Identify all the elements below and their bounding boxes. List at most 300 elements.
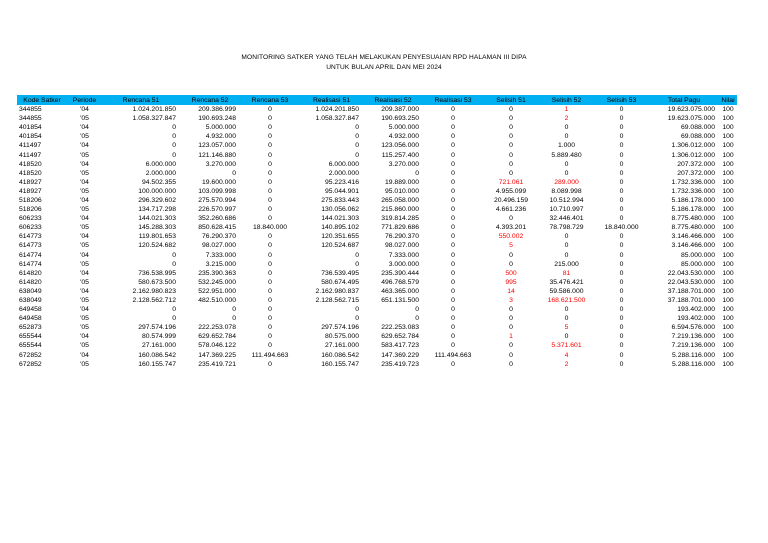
table-cell: 0 (509, 151, 513, 159)
table-cell: 0 (451, 115, 455, 123)
table-cell: 95.044.901 (324, 187, 359, 195)
table-cell: 85.000.000 (680, 251, 715, 259)
table-cell: 0 (564, 124, 569, 132)
table-cell: 606233 (19, 215, 42, 223)
table-cell: 606233 (19, 224, 42, 232)
table-cell: 3.146.466.000 (671, 233, 715, 241)
table-cell: 0 (509, 315, 513, 323)
table-cell: 0 (268, 242, 272, 250)
table-row (17, 105, 737, 114)
table-cell: 614820 (19, 278, 42, 286)
table-cell: 0 (451, 260, 455, 268)
table-cell: 76.290.370 (384, 233, 419, 241)
table-cell: 4.932.000 (205, 133, 236, 141)
table-row (17, 287, 737, 296)
table-cell: 0 (451, 133, 455, 141)
table-cell: 235.419.723 (381, 360, 419, 368)
table-cell: 0 (268, 215, 272, 223)
table-cell: 518206 (19, 206, 42, 214)
table-cell: 850.628.415 (198, 224, 236, 232)
table-cell: 0 (268, 151, 272, 159)
table-cell: 0 (355, 260, 359, 268)
table-cell: 123.057.000 (198, 142, 236, 150)
table-cell: 0 (268, 333, 272, 341)
table-cell: 0 (268, 133, 272, 141)
table-cell: 7.219.136.000 (671, 333, 715, 341)
table-cell: '04 (80, 306, 89, 314)
table-cell: 100 (722, 151, 734, 159)
table-cell: 482.510.000 (198, 297, 236, 305)
table-cell: 144.021.303 (138, 215, 176, 223)
table-cell: 100 (722, 342, 734, 350)
table-cell: 0 (509, 260, 513, 268)
table-cell: 0 (451, 315, 455, 323)
table-cell: 193.402.000 (677, 315, 715, 323)
table-cell: 5.186.178.000 (671, 196, 715, 204)
table-cell: 4 (564, 351, 569, 359)
table-cell: 655544 (19, 342, 42, 350)
table-cell: 1 (509, 333, 513, 341)
table-row (17, 260, 737, 269)
table-cell: 100 (722, 324, 734, 332)
table-cell: '05 (80, 278, 89, 286)
table-row (17, 178, 737, 187)
table-cell: 147.369.229 (381, 351, 419, 359)
table-cell: 100 (722, 306, 734, 314)
table-cell: 0 (619, 269, 624, 277)
table-cell: 614773 (19, 233, 42, 241)
table-cell: 0 (451, 333, 455, 341)
table-cell: 1.306.012.000 (671, 142, 715, 150)
table-cell: 418520 (19, 160, 42, 168)
table-cell: 297.574.196 (321, 324, 359, 332)
table-cell: 190.693.250 (381, 115, 419, 123)
table-cell: 0 (564, 133, 569, 141)
table-cell: 289.000 (554, 178, 579, 186)
table-cell: 8.089.998 (551, 187, 582, 195)
table-cell: 518206 (19, 196, 42, 204)
table-row (17, 278, 737, 287)
table-cell: 100 (722, 351, 734, 359)
table-cell: '05 (80, 133, 89, 141)
column-header: Total Pagu (649, 95, 719, 105)
table-cell: 100 (722, 169, 734, 177)
table-row (17, 232, 737, 241)
table-cell: 672852 (19, 351, 42, 359)
table-cell: '04 (80, 142, 89, 150)
table-cell: 0 (268, 342, 272, 350)
table-cell: 0 (619, 287, 624, 295)
table-cell: 0 (509, 124, 513, 132)
column-header: Periode (67, 95, 102, 105)
table-cell: 0 (268, 360, 272, 368)
table-cell: 0 (619, 351, 624, 359)
table-row (17, 341, 737, 350)
table-cell: 7.333.000 (205, 251, 236, 259)
table-row (17, 132, 737, 141)
table-cell: 0 (451, 206, 455, 214)
table-cell: '04 (80, 178, 89, 186)
table-cell: 0 (451, 169, 455, 177)
table-cell: 5.288.116.000 (672, 351, 715, 359)
table-cell: 35.476.421 (549, 278, 584, 286)
table-cell: 20.496.159 (493, 196, 529, 204)
table-cell: 100 (722, 106, 734, 114)
table-cell: 500 (505, 269, 517, 277)
table-cell: 121.146.880 (198, 151, 236, 159)
table-cell: 0 (509, 215, 513, 223)
table-cell: 771.829.686 (381, 224, 419, 232)
table-cell: 0 (355, 306, 359, 314)
table-cell: 0 (268, 160, 272, 168)
table-cell: 19.600.000 (201, 178, 236, 186)
table-cell: 100 (722, 115, 734, 123)
table-cell: 10.512.994 (549, 196, 584, 204)
table-cell: 0 (619, 178, 624, 186)
table-cell: 0 (619, 342, 624, 350)
table-cell: 4.393.201 (495, 224, 527, 232)
table-cell: 0 (172, 251, 176, 259)
table-cell: 18.840.000 (604, 224, 639, 232)
table-cell: 0 (509, 169, 513, 177)
table-row (17, 351, 737, 360)
table-cell: 344855 (19, 106, 42, 114)
table-cell: 0 (619, 242, 624, 250)
column-header: Selisih 52 (539, 95, 594, 105)
table-cell: 0 (451, 142, 455, 150)
column-header: Nilai (719, 95, 737, 105)
table-cell: 0 (509, 106, 513, 114)
table-cell: 0 (451, 215, 455, 223)
table-cell: 0 (619, 124, 624, 132)
table-cell: 0 (268, 115, 272, 123)
table-cell: 0 (172, 124, 176, 132)
table-cell: '05 (80, 187, 89, 195)
table-cell: 0 (451, 242, 455, 250)
table-cell: 100 (722, 178, 734, 186)
table-row (17, 205, 737, 214)
table-cell: 22.043.530.000 (667, 278, 715, 286)
table-cell: 111.494.663 (251, 351, 289, 359)
table-cell: 0 (451, 287, 455, 295)
column-header: Realisasi 51 (300, 95, 363, 105)
table-cell: 7.219.136.000 (671, 342, 715, 350)
table-cell: 614773 (19, 242, 42, 250)
table-cell: 0 (619, 297, 624, 305)
table-cell: 3 (509, 297, 513, 305)
table-cell: 100.000.000 (138, 187, 176, 195)
table-cell: 0 (232, 306, 236, 314)
table-cell: 100 (722, 160, 734, 168)
table-cell: 100 (722, 269, 734, 277)
table-cell: 190.693.248 (198, 115, 236, 123)
report-title: MONITORING SATKER YANG TELAH MELAKUKAN PENYESUAIAN RPD HALAMAN III DIPA (241, 54, 527, 61)
table-cell: 0 (451, 360, 455, 368)
table-cell: 100 (722, 287, 734, 295)
table-cell: 140.895.102 (321, 224, 359, 232)
table-cell: 578.046.122 (198, 342, 236, 350)
table-cell: '05 (80, 206, 89, 214)
table-cell: 0 (509, 251, 513, 259)
table-row (17, 187, 737, 196)
table-cell: 0 (268, 287, 272, 295)
table-cell: 5.371.601 (551, 342, 582, 350)
table-header-row (17, 95, 737, 105)
table-cell: 0 (619, 215, 624, 223)
table-cell: '05 (80, 324, 89, 332)
table-cell: 5.889.480 (551, 151, 582, 159)
column-header: Rencana 51 (102, 95, 180, 105)
table-cell: 2.162.980.823 (132, 287, 176, 295)
table-cell: '04 (80, 160, 89, 168)
table-cell: 0 (451, 160, 455, 168)
table-cell: 3.146.466.000 (671, 242, 715, 250)
table-cell: 0 (619, 251, 624, 259)
table-cell: 209.387.000 (381, 106, 419, 114)
table-cell: 0 (355, 151, 359, 159)
table-cell: 0 (268, 278, 272, 286)
table-cell: 10.710.997 (549, 206, 584, 214)
table-cell: 0 (172, 133, 176, 141)
table-cell: 0 (355, 124, 359, 132)
table-cell: 319.814.285 (381, 215, 419, 223)
table-cell: 0 (415, 306, 419, 314)
table-cell: 0 (172, 306, 176, 314)
table-cell: 0 (564, 233, 569, 241)
table-cell: 3.270.000 (388, 160, 419, 168)
table-cell: 100 (722, 333, 734, 341)
table-cell: 100 (722, 360, 734, 368)
table-cell: 4.932.000 (388, 133, 419, 141)
table-cell: 235.419.721 (198, 360, 236, 368)
table-cell: 145.288.303 (138, 224, 176, 232)
table-cell: 0 (509, 342, 513, 350)
table-row (17, 141, 737, 150)
table-cell: 207.372.000 (677, 160, 715, 168)
table-cell: 651.131.500 (381, 297, 419, 305)
table-cell: 0 (232, 169, 236, 177)
table-cell: 4.661.236 (495, 206, 527, 214)
table-cell: 0 (355, 133, 359, 141)
table-cell: 0 (619, 324, 624, 332)
table-cell: 69.088.000 (680, 124, 715, 132)
table-row (17, 196, 737, 205)
table-cell: 235.390.363 (198, 269, 236, 277)
table-row (17, 123, 737, 132)
table-cell: 100 (722, 133, 734, 141)
column-header: Kode Satker (17, 95, 67, 105)
table-cell: 0 (268, 324, 272, 332)
table-cell: 0 (509, 324, 513, 332)
table-cell: '05 (80, 260, 89, 268)
table-cell: 0 (268, 169, 272, 177)
table-cell: 160.086.542 (138, 351, 176, 359)
table-cell: 0 (355, 315, 359, 323)
table-cell: 629.652.784 (198, 333, 236, 341)
table-cell: 0 (619, 196, 624, 204)
table-cell: 0 (232, 315, 236, 323)
table-cell: 209.386.999 (198, 106, 236, 114)
table-cell: 144.021.303 (321, 215, 359, 223)
table-cell: 95.223.416 (324, 178, 359, 186)
table-cell: 418927 (19, 178, 42, 186)
table-cell: 0 (509, 306, 513, 314)
table-cell: 27.161.000 (324, 342, 359, 350)
table-cell: 0 (451, 269, 455, 277)
table-cell: 0 (268, 206, 272, 214)
table-cell: 736.538.995 (138, 269, 176, 277)
table-cell: 100 (722, 187, 734, 195)
table-cell: 207.372.000 (677, 169, 715, 177)
table-cell: '05 (80, 242, 89, 250)
table-cell: 0 (619, 142, 624, 150)
table-cell: 0 (619, 133, 624, 141)
table-cell: 0 (172, 315, 176, 323)
table-cell: 275.833.443 (321, 196, 359, 204)
table-cell: 19.623.075.000 (667, 115, 715, 123)
table-cell: 222.253.078 (198, 324, 236, 332)
table-cell: 0 (268, 178, 272, 186)
table-cell: 76.290.370 (201, 233, 236, 241)
table-cell: 0 (619, 169, 624, 177)
table-cell: 0 (509, 160, 513, 168)
table-cell: 496.768.579 (381, 278, 419, 286)
table-cell: 193.402.000 (677, 306, 715, 314)
table-cell: '05 (80, 360, 89, 368)
table-cell: 5.288.116.000 (672, 360, 715, 368)
table-cell: 0 (268, 251, 272, 259)
table-cell: 0 (268, 124, 272, 132)
table-cell: '04 (80, 215, 89, 223)
table-cell: 418927 (19, 187, 42, 195)
table-cell: '05 (80, 315, 89, 323)
table-cell: 721.061 (498, 178, 524, 186)
table-cell: 1.000 (557, 142, 575, 150)
table-cell: 4.955.099 (495, 187, 527, 195)
table-cell: 147.369.225 (198, 351, 236, 359)
table-cell: 215.000 (554, 260, 579, 268)
table-cell: 0 (619, 106, 624, 114)
table-cell: 0 (451, 251, 455, 259)
table-cell: 0 (451, 224, 455, 232)
table-row (17, 114, 737, 123)
table-row (17, 169, 737, 178)
table-cell: 614820 (19, 269, 42, 277)
table-cell: '04 (80, 233, 89, 241)
table-cell: 0 (451, 297, 455, 305)
column-header: Realisasi 52 (363, 95, 423, 105)
table-cell: 0 (564, 251, 569, 259)
table-cell: 3.270.000 (205, 160, 236, 168)
table-cell: 98.027.000 (201, 242, 236, 250)
table-cell: 226.570.997 (198, 206, 236, 214)
table-cell: '04 (80, 196, 89, 204)
table-cell: 0 (564, 169, 569, 177)
table-cell: 22.043.530.000 (667, 269, 715, 277)
table-cell: 1.058.327.847 (132, 115, 176, 123)
table-cell: 0 (619, 115, 624, 123)
table-cell: '04 (80, 251, 89, 259)
table-row (17, 241, 737, 250)
table-cell: 418520 (19, 169, 42, 177)
table-cell: 19.623.075.000 (667, 106, 715, 114)
table-cell: 2 (564, 360, 569, 368)
table-cell: 1.732.336.000 (671, 178, 715, 186)
table-cell: 6.594.576.000 (671, 324, 715, 332)
table-cell: 0 (564, 315, 569, 323)
table-cell: 0 (268, 233, 272, 241)
table-cell: 123.056.000 (381, 142, 419, 150)
table-cell: 672852 (19, 360, 42, 368)
table-row (17, 323, 737, 332)
table-cell: 0 (415, 315, 419, 323)
table-cell: 100 (722, 260, 734, 268)
table-cell: 0 (451, 233, 455, 241)
table-cell: 215.860.000 (381, 206, 419, 214)
table-row (17, 160, 737, 169)
table-cell: 0 (268, 142, 272, 150)
table-cell: 0 (619, 360, 624, 368)
table-cell: 0 (451, 306, 455, 314)
table-cell: 69.088.000 (680, 133, 715, 141)
table-cell: 5.186.178.000 (671, 206, 715, 214)
column-header: Rencana 53 (240, 95, 300, 105)
table-cell: 2.000.000 (145, 169, 176, 177)
table-cell: 2.000.000 (328, 169, 359, 177)
table-cell: 85.000.000 (680, 260, 715, 268)
table-cell: 168.621.500 (547, 297, 586, 305)
table-cell: 80.575.000 (324, 333, 359, 341)
table-cell: 0 (564, 333, 569, 341)
table-cell: 2.162.980.837 (315, 287, 359, 295)
table-cell: 296.329.602 (138, 196, 176, 204)
table-cell: 0 (451, 187, 455, 195)
table-cell: 5 (509, 242, 513, 250)
table-cell: 411497 (19, 142, 42, 150)
table-cell: 120.524.682 (138, 242, 176, 250)
table-row (17, 296, 737, 305)
table-cell: 0 (619, 187, 624, 195)
table-cell: 100 (722, 297, 734, 305)
table-cell: 5.000.000 (205, 124, 236, 132)
table-cell: 275.570.994 (198, 196, 236, 204)
table-cell: 0 (619, 306, 624, 314)
column-header: Selisih 51 (483, 95, 539, 105)
table-cell: '05 (80, 115, 89, 123)
table-cell: 297.574.196 (138, 324, 176, 332)
table-cell: 265.058.000 (381, 196, 419, 204)
table-cell: 100 (722, 224, 734, 232)
table-cell: 0 (268, 306, 272, 314)
column-header: Rencana 52 (180, 95, 240, 105)
table-cell: 0 (509, 360, 513, 368)
table-cell: 103.099.998 (198, 187, 236, 195)
table-cell: 5.000.000 (388, 124, 419, 132)
table-cell: 98.027.000 (384, 242, 419, 250)
table-cell: 19.889.000 (384, 178, 419, 186)
table-row (17, 360, 737, 369)
table-cell: 0 (172, 142, 176, 150)
table-cell: 0 (268, 315, 272, 323)
table-cell: 344855 (19, 115, 42, 123)
table-cell: 655544 (19, 333, 42, 341)
table-cell: 649458 (19, 315, 42, 323)
table-cell: 401854 (19, 133, 42, 141)
table-cell: 352.260.686 (198, 215, 236, 223)
monitoring-table (17, 95, 737, 369)
table-cell: 100 (722, 142, 734, 150)
table-cell: 0 (451, 278, 455, 286)
